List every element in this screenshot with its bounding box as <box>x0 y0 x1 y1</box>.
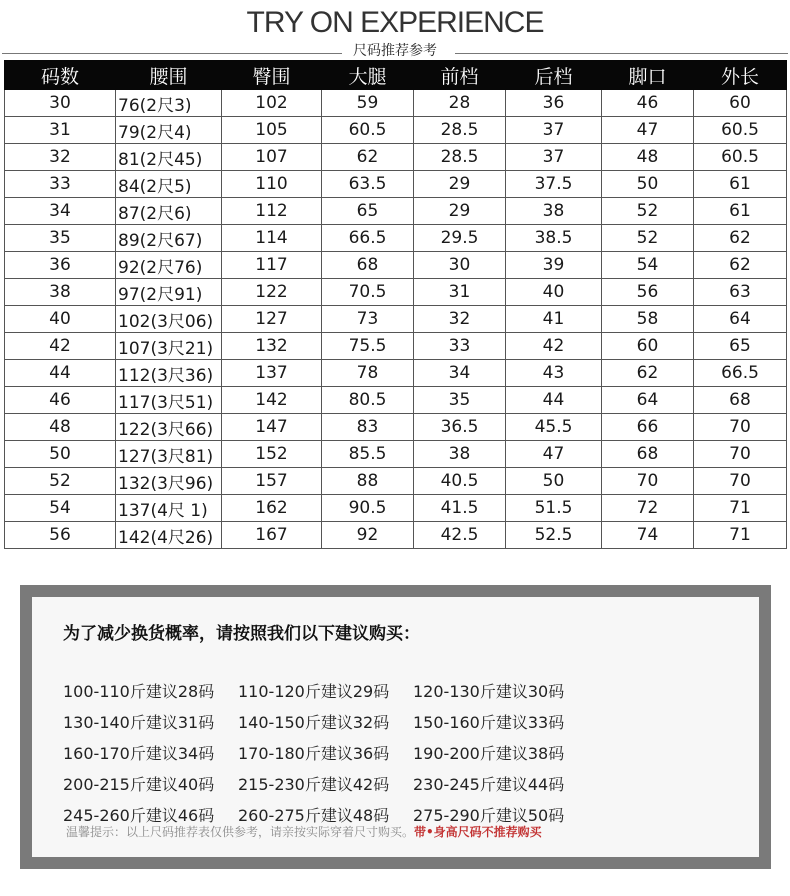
table-cell: 78 <box>322 360 414 387</box>
table-cell: 31 <box>5 117 116 144</box>
recommendation-item: 170-180斤建议36码 <box>238 744 390 763</box>
table-cell: 127 <box>222 306 322 333</box>
table-cell: 88 <box>322 468 414 495</box>
table-cell: 35 <box>414 387 506 414</box>
table-cell: 61 <box>694 198 787 225</box>
table-cell: 32 <box>5 144 116 171</box>
table-cell: 70 <box>602 468 694 495</box>
table-cell: 48 <box>5 414 116 441</box>
table-cell: 40 <box>5 306 116 333</box>
table-row <box>5 198 787 225</box>
table-row <box>5 90 787 117</box>
recommendation-item: 260-275斤建议48码 <box>238 806 390 825</box>
table-cell: 52.5 <box>506 522 602 549</box>
recommendation-row <box>63 679 743 710</box>
table-row <box>5 252 787 279</box>
recommendation-panel <box>32 597 759 857</box>
table-cell: 40.5 <box>414 468 506 495</box>
table-cell: 37.5 <box>506 171 602 198</box>
table-cell: 52 <box>602 225 694 252</box>
table-cell: 52 <box>602 198 694 225</box>
table-cell: 112 <box>222 198 322 225</box>
table-cell: 110 <box>222 171 322 198</box>
table-cell: 66 <box>602 414 694 441</box>
table-cell: 70 <box>694 414 787 441</box>
table-row <box>5 468 787 495</box>
recommendation-item: 140-150斤建议32码 <box>238 713 390 732</box>
table-cell: 147 <box>222 414 322 441</box>
table-cell: 46 <box>5 387 116 414</box>
table-cell: 29 <box>414 171 506 198</box>
table-cell: 41.5 <box>414 495 506 522</box>
table-cell: 79(2尺4) <box>116 117 222 144</box>
table-cell: 152 <box>222 441 322 468</box>
table-cell: 83 <box>322 414 414 441</box>
table-cell: 50 <box>602 171 694 198</box>
table-cell: 70 <box>694 468 787 495</box>
table-cell: 89(2尺67) <box>116 225 222 252</box>
table-cell: 36 <box>506 90 602 117</box>
table-cell: 40 <box>506 279 602 306</box>
table-cell: 56 <box>602 279 694 306</box>
table-cell: 66.5 <box>322 225 414 252</box>
table-row <box>5 171 787 198</box>
table-cell: 50 <box>5 441 116 468</box>
table-cell: 58 <box>602 306 694 333</box>
table-cell: 92(2尺76) <box>116 252 222 279</box>
recommendation-item: 200-215斤建议40码 <box>63 775 215 794</box>
table-cell: 72 <box>602 495 694 522</box>
table-cell: 75.5 <box>322 333 414 360</box>
column-header: 前档 <box>414 61 506 90</box>
table-cell: 47 <box>602 117 694 144</box>
table-cell: 35 <box>5 225 116 252</box>
table-cell: 63.5 <box>322 171 414 198</box>
table-cell: 107 <box>222 144 322 171</box>
table-cell: 37 <box>506 117 602 144</box>
table-cell: 64 <box>694 306 787 333</box>
table-row <box>5 306 787 333</box>
recommendation-item: 120-130斤建议30码 <box>413 682 565 701</box>
table-cell: 114 <box>222 225 322 252</box>
recommendation-row <box>63 710 743 741</box>
table-cell: 46 <box>602 90 694 117</box>
table-cell: 34 <box>414 360 506 387</box>
column-header: 外长 <box>694 61 787 90</box>
table-cell: 61 <box>694 171 787 198</box>
table-cell: 142(4尺26) <box>116 522 222 549</box>
recommendation-item: 230-245斤建议44码 <box>413 775 565 794</box>
table-cell: 38 <box>506 198 602 225</box>
table-cell: 33 <box>5 171 116 198</box>
table-cell: 102(3尺06) <box>116 306 222 333</box>
table-cell: 137(4尺 1) <box>116 495 222 522</box>
table-cell: 64 <box>602 387 694 414</box>
page-subtitle: 尺码推荐参考 <box>349 43 441 59</box>
table-cell: 87(2尺6) <box>116 198 222 225</box>
table-cell: 30 <box>414 252 506 279</box>
table-cell: 62 <box>322 144 414 171</box>
recommendation-item: 215-230斤建议42码 <box>238 775 390 794</box>
table-cell: 42 <box>506 333 602 360</box>
tip-note <box>66 823 542 840</box>
table-cell: 42 <box>5 333 116 360</box>
table-cell: 29 <box>414 198 506 225</box>
table-cell: 66.5 <box>694 360 787 387</box>
table-cell: 71 <box>694 495 787 522</box>
table-cell: 107(3尺21) <box>116 333 222 360</box>
table-cell: 62 <box>602 360 694 387</box>
table-cell: 34 <box>5 198 116 225</box>
table-cell: 122 <box>222 279 322 306</box>
table-cell: 54 <box>5 495 116 522</box>
table-cell: 142 <box>222 387 322 414</box>
column-header: 后档 <box>506 61 602 90</box>
recommendation-item: 130-140斤建议31码 <box>63 713 215 732</box>
table-cell: 73 <box>322 306 414 333</box>
table-cell: 167 <box>222 522 322 549</box>
table-cell: 62 <box>694 252 787 279</box>
recommendation-heading: 为了减少换货概率，请按照我们以下建议购买： <box>63 624 420 644</box>
table-cell: 90.5 <box>322 495 414 522</box>
column-header: 腰围 <box>116 61 222 90</box>
table-cell: 127(3尺81) <box>116 441 222 468</box>
recommendation-row <box>63 741 743 772</box>
table-cell: 80.5 <box>322 387 414 414</box>
table-cell: 132 <box>222 333 322 360</box>
table-cell: 92 <box>322 522 414 549</box>
table-cell: 44 <box>5 360 116 387</box>
table-cell: 50 <box>506 468 602 495</box>
tip-note-text: 温馨提示：以上尺码推荐表仅供参考，请亲按实际穿着尺寸购买。 <box>66 825 415 839</box>
table-cell: 56 <box>5 522 116 549</box>
column-header: 脚口 <box>602 61 694 90</box>
table-cell: 47 <box>506 441 602 468</box>
size-table <box>4 60 787 549</box>
table-cell: 39 <box>506 252 602 279</box>
recommendation-item: 110-120斤建议29码 <box>238 682 390 701</box>
table-cell: 28.5 <box>414 144 506 171</box>
table-cell: 36.5 <box>414 414 506 441</box>
table-cell: 44 <box>506 387 602 414</box>
table-row <box>5 225 787 252</box>
table-cell: 71 <box>694 522 787 549</box>
table-cell: 97(2尺91) <box>116 279 222 306</box>
table-cell: 48 <box>602 144 694 171</box>
table-cell: 76(2尺3) <box>116 90 222 117</box>
table-row <box>5 441 787 468</box>
table-cell: 52 <box>5 468 116 495</box>
table-cell: 41 <box>506 306 602 333</box>
recommendation-item: 245-260斤建议46码 <box>63 806 215 825</box>
table-cell: 29.5 <box>414 225 506 252</box>
recommendation-row <box>63 772 743 803</box>
table-cell: 62 <box>694 225 787 252</box>
table-row <box>5 117 787 144</box>
table-cell: 38.5 <box>506 225 602 252</box>
table-row <box>5 387 787 414</box>
table-cell: 157 <box>222 468 322 495</box>
column-header: 臀围 <box>222 61 322 90</box>
table-cell: 32 <box>414 306 506 333</box>
table-cell: 54 <box>602 252 694 279</box>
table-cell: 37 <box>506 144 602 171</box>
table-cell: 28.5 <box>414 117 506 144</box>
table-row <box>5 495 787 522</box>
table-cell: 30 <box>5 90 116 117</box>
subtitle-row <box>0 40 790 60</box>
table-cell: 70 <box>694 441 787 468</box>
recommendation-item: 275-290斤建议50码 <box>413 806 565 825</box>
table-row <box>5 360 787 387</box>
table-cell: 45.5 <box>506 414 602 441</box>
table-cell: 105 <box>222 117 322 144</box>
column-header: 大腿 <box>322 61 414 90</box>
table-cell: 60.5 <box>694 117 787 144</box>
table-cell: 60 <box>694 90 787 117</box>
column-header: 码数 <box>5 61 116 90</box>
table-cell: 117 <box>222 252 322 279</box>
table-cell: 85.5 <box>322 441 414 468</box>
table-cell: 122(3尺66) <box>116 414 222 441</box>
table-cell: 70.5 <box>322 279 414 306</box>
table-cell: 74 <box>602 522 694 549</box>
table-cell: 84(2尺5) <box>116 171 222 198</box>
table-cell: 65 <box>694 333 787 360</box>
table-cell: 59 <box>322 90 414 117</box>
table-cell: 63 <box>694 279 787 306</box>
table-cell: 60.5 <box>694 144 787 171</box>
table-cell: 65 <box>322 198 414 225</box>
table-cell: 38 <box>414 441 506 468</box>
table-cell: 81(2尺45) <box>116 144 222 171</box>
table-cell: 31 <box>414 279 506 306</box>
table-row <box>5 522 787 549</box>
table-row <box>5 279 787 306</box>
table-row <box>5 414 787 441</box>
table-header-row <box>5 61 787 90</box>
table-cell: 68 <box>322 252 414 279</box>
table-cell: 42.5 <box>414 522 506 549</box>
tip-warning: 带•身高尺码不推荐购买 <box>414 825 542 839</box>
table-cell: 68 <box>602 441 694 468</box>
table-cell: 38 <box>5 279 116 306</box>
recommendation-item: 160-170斤建议34码 <box>63 744 215 763</box>
table-cell: 132(3尺96) <box>116 468 222 495</box>
recommendation-grid <box>63 679 743 834</box>
recommendation-item: 190-200斤建议38码 <box>413 744 565 763</box>
table-cell: 117(3尺51) <box>116 387 222 414</box>
table-cell: 162 <box>222 495 322 522</box>
recommendation-box <box>20 585 771 869</box>
table-cell: 28 <box>414 90 506 117</box>
table-cell: 68 <box>694 387 787 414</box>
table-cell: 43 <box>506 360 602 387</box>
table-cell: 112(3尺36) <box>116 360 222 387</box>
table-row <box>5 333 787 360</box>
table-cell: 60.5 <box>322 117 414 144</box>
table-cell: 60 <box>602 333 694 360</box>
recommendation-item: 150-160斤建议33码 <box>413 713 565 732</box>
table-cell: 36 <box>5 252 116 279</box>
page-title: TRY ON EXPERIENCE <box>246 6 544 39</box>
table-row <box>5 144 787 171</box>
table-cell: 51.5 <box>506 495 602 522</box>
table-cell: 33 <box>414 333 506 360</box>
table-cell: 102 <box>222 90 322 117</box>
table-cell: 137 <box>222 360 322 387</box>
recommendation-item: 100-110斤建议28码 <box>63 682 215 701</box>
